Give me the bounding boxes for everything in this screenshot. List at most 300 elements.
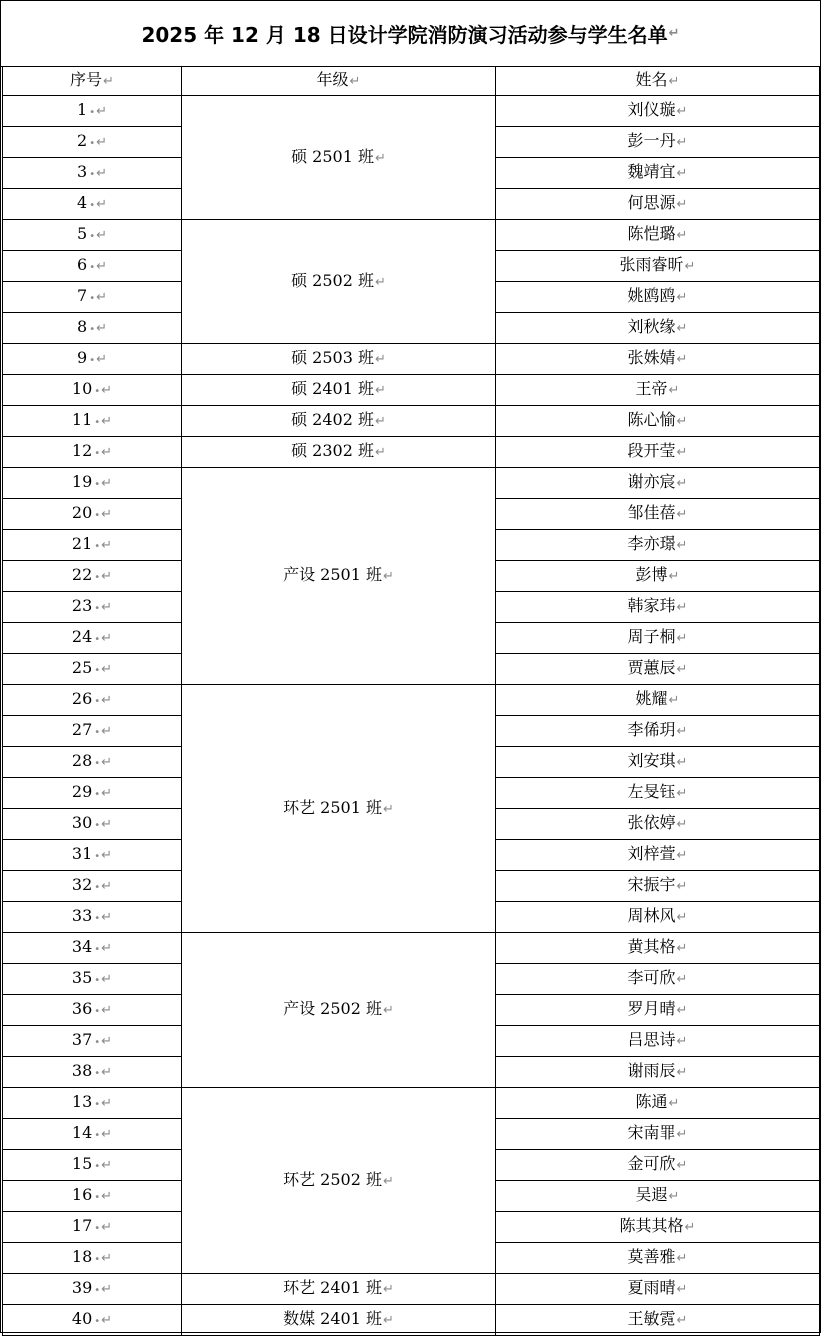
student-name: 姚耀 bbox=[635, 689, 668, 708]
seq-number: 30 bbox=[71, 812, 93, 832]
list-bullet-icon: • bbox=[89, 199, 96, 211]
paragraph-mark-icon: ↵ bbox=[676, 817, 688, 832]
grade-text: 环艺 2501 班 bbox=[283, 797, 382, 817]
paragraph-mark-icon: ↵ bbox=[383, 569, 394, 584]
student-name-cell bbox=[496, 406, 820, 437]
table-row bbox=[3, 96, 820, 127]
list-bullet-icon: • bbox=[94, 540, 101, 552]
seq-number: 38 bbox=[71, 1060, 93, 1080]
list-bullet-icon: • bbox=[94, 974, 101, 986]
table-row bbox=[3, 375, 820, 406]
paragraph-mark-icon: ↵ bbox=[676, 538, 688, 553]
grade-cell bbox=[182, 96, 496, 220]
seq-number: 15 bbox=[71, 1153, 93, 1173]
seq-cell bbox=[3, 220, 182, 251]
paragraph-mark-icon: ↵ bbox=[668, 383, 680, 398]
table-header-row bbox=[3, 67, 820, 96]
list-bullet-icon: • bbox=[94, 1160, 101, 1172]
list-bullet-icon: • bbox=[89, 230, 96, 242]
seq-cell bbox=[3, 1119, 182, 1150]
seq-cell bbox=[3, 1181, 182, 1212]
student-name: 彭博 bbox=[635, 565, 668, 584]
paragraph-mark-icon: ↵ bbox=[684, 259, 696, 274]
paragraph-mark-icon: ↵ bbox=[101, 723, 113, 739]
paragraph-mark-icon: ↵ bbox=[103, 74, 114, 89]
table-row bbox=[3, 1088, 820, 1119]
paragraph-mark-icon: ↵ bbox=[676, 166, 688, 181]
student-name-cell bbox=[496, 96, 820, 127]
table-row bbox=[3, 437, 820, 468]
student-name: 何思源 bbox=[627, 193, 676, 212]
paragraph-mark-icon: ↵ bbox=[668, 569, 680, 584]
paragraph-mark-icon: ↵ bbox=[676, 600, 688, 615]
student-name: 魏靖宜 bbox=[627, 162, 676, 181]
seq-number: 1 bbox=[77, 99, 88, 119]
seq-cell bbox=[3, 964, 182, 995]
paragraph-mark-icon: ↵ bbox=[101, 940, 113, 956]
paragraph-mark-icon: ↵ bbox=[101, 1250, 113, 1266]
table-row bbox=[3, 220, 820, 251]
paragraph-mark-icon: ↵ bbox=[96, 103, 107, 119]
grade-cell bbox=[182, 685, 496, 933]
list-bullet-icon: • bbox=[94, 509, 101, 521]
paragraph-mark-icon: ↵ bbox=[375, 445, 386, 460]
header-seq: 序号↵ bbox=[3, 67, 182, 96]
grade-text: 产设 2502 班 bbox=[283, 999, 382, 1018]
paragraph-mark-icon: ↵ bbox=[676, 910, 688, 925]
student-name: 姚鸥鸥 bbox=[627, 286, 676, 305]
paragraph-mark-icon: ↵ bbox=[676, 972, 688, 987]
document-title bbox=[1, 1, 820, 67]
list-bullet-icon: • bbox=[89, 292, 96, 304]
student-name: 周子桐 bbox=[627, 627, 676, 646]
list-bullet-icon: • bbox=[89, 261, 96, 273]
seq-number: 11 bbox=[71, 409, 93, 429]
seq-cell bbox=[3, 158, 182, 189]
list-bullet-icon: • bbox=[94, 602, 101, 614]
list-bullet-icon: • bbox=[94, 881, 101, 893]
seq-number: 10 bbox=[71, 378, 93, 398]
seq-number: 19 bbox=[71, 471, 93, 491]
paragraph-mark-icon: ↵ bbox=[101, 1157, 113, 1173]
seq-cell bbox=[3, 1026, 182, 1057]
list-bullet-icon: • bbox=[94, 1098, 101, 1110]
seq-number: 26 bbox=[71, 688, 93, 708]
student-name: 李俙玥 bbox=[627, 720, 676, 739]
student-name-cell bbox=[496, 685, 820, 716]
paragraph-mark-icon: ↵ bbox=[101, 475, 113, 491]
header-name: 姓名↵ bbox=[496, 67, 820, 96]
student-name-cell bbox=[496, 871, 820, 902]
paragraph-mark-icon: ↵ bbox=[101, 1033, 113, 1049]
paragraph-mark-icon: ↵ bbox=[101, 692, 113, 708]
grade-text: 硕 2402 班 bbox=[291, 410, 374, 429]
paragraph-mark-icon: ↵ bbox=[375, 274, 386, 290]
paragraph-mark-icon: ↵ bbox=[668, 26, 680, 41]
list-bullet-icon: • bbox=[89, 168, 96, 180]
list-bullet-icon: • bbox=[94, 757, 101, 769]
paragraph-mark-icon: ↵ bbox=[676, 290, 688, 305]
grade-cell bbox=[182, 1305, 496, 1336]
seq-number: 36 bbox=[71, 998, 93, 1018]
list-bullet-icon: • bbox=[94, 1129, 101, 1141]
seq-cell bbox=[3, 1057, 182, 1088]
seq-cell bbox=[3, 995, 182, 1026]
grade-text: 产设 2501 班 bbox=[283, 565, 382, 584]
seq-number: 22 bbox=[71, 564, 93, 584]
paragraph-mark-icon: ↵ bbox=[676, 662, 688, 677]
student-name-cell bbox=[496, 809, 820, 840]
seq-number: 12 bbox=[71, 440, 93, 460]
student-name-cell bbox=[496, 1243, 820, 1274]
student-name: 李亦璟 bbox=[627, 534, 676, 553]
seq-cell bbox=[3, 437, 182, 468]
paragraph-mark-icon: ↵ bbox=[375, 150, 386, 166]
student-name-cell bbox=[496, 530, 820, 561]
paragraph-mark-icon: ↵ bbox=[668, 1189, 680, 1204]
seq-number: 24 bbox=[71, 626, 93, 646]
seq-cell bbox=[3, 1212, 182, 1243]
student-name-cell bbox=[496, 1181, 820, 1212]
paragraph-mark-icon: ↵ bbox=[676, 321, 688, 336]
student-name-cell bbox=[496, 251, 820, 282]
list-bullet-icon: • bbox=[94, 1036, 101, 1048]
paragraph-mark-icon: ↵ bbox=[668, 1096, 680, 1111]
paragraph-mark-icon: ↵ bbox=[383, 801, 394, 817]
table-body bbox=[3, 96, 820, 1336]
paragraph-mark-icon: ↵ bbox=[101, 1002, 113, 1018]
student-name: 刘梓萱 bbox=[627, 844, 676, 863]
table-row bbox=[3, 1305, 820, 1336]
student-name-cell bbox=[496, 1026, 820, 1057]
paragraph-mark-icon: ↵ bbox=[383, 1282, 394, 1297]
paragraph-mark-icon: ↵ bbox=[96, 227, 107, 243]
header-grade: 年级↵ bbox=[182, 67, 496, 96]
paragraph-mark-icon: ↵ bbox=[676, 414, 688, 429]
list-bullet-icon: • bbox=[94, 478, 101, 490]
paragraph-mark-icon: ↵ bbox=[101, 599, 113, 615]
student-name-cell bbox=[496, 840, 820, 871]
paragraph-mark-icon: ↵ bbox=[96, 320, 107, 336]
seq-cell bbox=[3, 809, 182, 840]
student-name: 周林风 bbox=[627, 906, 676, 925]
paragraph-mark-icon: ↵ bbox=[101, 785, 113, 801]
student-name-cell bbox=[496, 499, 820, 530]
seq-number: 40 bbox=[71, 1308, 93, 1328]
student-name: 邹佳蓓 bbox=[627, 503, 676, 522]
student-name-cell bbox=[496, 220, 820, 251]
list-bullet-icon: • bbox=[94, 416, 101, 428]
list-bullet-icon: • bbox=[94, 1284, 101, 1296]
paragraph-mark-icon: ↵ bbox=[101, 816, 113, 832]
list-bullet-icon: • bbox=[94, 695, 101, 707]
student-name-cell bbox=[496, 282, 820, 313]
grade-cell bbox=[182, 468, 496, 685]
student-name: 陈恺璐 bbox=[627, 224, 676, 243]
paragraph-mark-icon: ↵ bbox=[96, 258, 107, 274]
list-bullet-icon: • bbox=[94, 664, 101, 676]
paragraph-mark-icon: ↵ bbox=[101, 1188, 113, 1204]
student-name-cell bbox=[496, 654, 820, 685]
student-name: 金可欣 bbox=[627, 1154, 676, 1173]
seq-cell bbox=[3, 1150, 182, 1181]
student-name-cell bbox=[496, 747, 820, 778]
table-row bbox=[3, 685, 820, 716]
student-name: 李可欣 bbox=[627, 968, 676, 987]
seq-number: 37 bbox=[71, 1029, 93, 1049]
grade-cell bbox=[182, 220, 496, 344]
paragraph-mark-icon: ↵ bbox=[668, 74, 680, 89]
student-name-cell bbox=[496, 468, 820, 499]
student-name: 罗月晴 bbox=[627, 999, 676, 1018]
paragraph-mark-icon: ↵ bbox=[101, 568, 113, 584]
paragraph-mark-icon: ↵ bbox=[676, 1313, 688, 1328]
seq-number: 18 bbox=[71, 1246, 93, 1266]
grade-text: 环艺 2502 班 bbox=[283, 1169, 382, 1189]
student-name-cell bbox=[496, 313, 820, 344]
paragraph-mark-icon: ↵ bbox=[383, 1173, 394, 1189]
seq-cell bbox=[3, 251, 182, 282]
list-bullet-icon: • bbox=[94, 1191, 101, 1203]
list-bullet-icon: • bbox=[94, 1253, 101, 1265]
student-name-cell bbox=[496, 1088, 820, 1119]
seq-cell bbox=[3, 871, 182, 902]
paragraph-mark-icon: ↵ bbox=[676, 724, 688, 739]
student-name: 张依婷 bbox=[627, 813, 676, 832]
paragraph-mark-icon: ↵ bbox=[676, 879, 688, 894]
student-name: 宋振宇 bbox=[627, 875, 676, 894]
paragraph-mark-icon: ↵ bbox=[101, 878, 113, 894]
seq-number: 14 bbox=[71, 1122, 93, 1142]
seq-number: 21 bbox=[71, 533, 93, 553]
grade-cell bbox=[182, 437, 496, 468]
seq-cell bbox=[3, 530, 182, 561]
student-name-cell bbox=[496, 1119, 820, 1150]
seq-cell bbox=[3, 499, 182, 530]
grade-cell bbox=[182, 933, 496, 1088]
student-name: 陈通 bbox=[635, 1092, 668, 1111]
paragraph-mark-icon: ↵ bbox=[676, 352, 688, 367]
paragraph-mark-icon: ↵ bbox=[676, 786, 688, 801]
student-name: 刘秋缘 bbox=[627, 317, 676, 336]
paragraph-mark-icon: ↵ bbox=[375, 414, 386, 429]
student-name-cell bbox=[496, 1057, 820, 1088]
seq-number: 29 bbox=[71, 781, 93, 801]
seq-cell bbox=[3, 127, 182, 158]
paragraph-mark-icon: ↵ bbox=[101, 909, 113, 925]
student-name: 张姝婧 bbox=[627, 348, 676, 367]
seq-cell bbox=[3, 592, 182, 623]
seq-cell bbox=[3, 747, 182, 778]
paragraph-mark-icon: ↵ bbox=[676, 1127, 688, 1142]
seq-cell bbox=[3, 406, 182, 437]
title-text: 2025 年 12 月 18 日设计学院消防演习活动参与学生名单 bbox=[141, 23, 668, 47]
list-bullet-icon: • bbox=[94, 633, 101, 645]
paragraph-mark-icon: ↵ bbox=[101, 382, 113, 398]
student-name: 韩家玮 bbox=[627, 596, 676, 615]
paragraph-mark-icon: ↵ bbox=[375, 383, 386, 398]
student-name-cell bbox=[496, 1274, 820, 1305]
student-name: 王敏霓 bbox=[627, 1309, 676, 1328]
student-name-cell bbox=[496, 158, 820, 189]
seq-cell bbox=[3, 1243, 182, 1274]
seq-cell bbox=[3, 623, 182, 654]
paragraph-mark-icon: ↵ bbox=[676, 1003, 688, 1018]
paragraph-mark-icon: ↵ bbox=[101, 506, 113, 522]
seq-number: 6 bbox=[77, 254, 88, 274]
seq-number: 33 bbox=[71, 905, 93, 925]
seq-cell bbox=[3, 375, 182, 406]
paragraph-mark-icon: ↵ bbox=[676, 1065, 688, 1080]
seq-number: 3 bbox=[77, 161, 88, 181]
paragraph-mark-icon: ↵ bbox=[101, 1219, 113, 1235]
seq-number: 31 bbox=[71, 843, 93, 863]
seq-number: 25 bbox=[71, 657, 93, 677]
grade-cell bbox=[182, 344, 496, 375]
student-name: 夏雨晴 bbox=[627, 1278, 676, 1297]
paragraph-mark-icon: ↵ bbox=[101, 1281, 113, 1297]
student-name: 彭一丹 bbox=[627, 131, 676, 150]
list-bullet-icon: • bbox=[94, 571, 101, 583]
paragraph-mark-icon: ↵ bbox=[101, 630, 113, 646]
seq-number: 7 bbox=[77, 285, 88, 305]
paragraph-mark-icon: ↵ bbox=[101, 1064, 113, 1080]
seq-cell bbox=[3, 902, 182, 933]
student-name-cell bbox=[496, 902, 820, 933]
student-name: 黄其格 bbox=[627, 937, 676, 956]
student-name-cell bbox=[496, 561, 820, 592]
seq-number: 32 bbox=[71, 874, 93, 894]
list-bullet-icon: • bbox=[94, 447, 101, 459]
student-name-cell bbox=[496, 437, 820, 468]
paragraph-mark-icon: ↵ bbox=[383, 1313, 394, 1328]
paragraph-mark-icon: ↵ bbox=[676, 941, 688, 956]
paragraph-mark-icon: ↵ bbox=[676, 1251, 688, 1266]
student-name: 莫善雅 bbox=[627, 1247, 676, 1266]
seq-number: 20 bbox=[71, 502, 93, 522]
paragraph-mark-icon: ↵ bbox=[101, 537, 113, 553]
paragraph-mark-icon: ↵ bbox=[676, 197, 688, 212]
paragraph-mark-icon: ↵ bbox=[375, 352, 386, 367]
student-name-cell bbox=[496, 1212, 820, 1243]
paragraph-mark-icon: ↵ bbox=[96, 134, 107, 150]
seq-number: 35 bbox=[71, 967, 93, 987]
list-bullet-icon: • bbox=[89, 323, 96, 335]
paragraph-mark-icon: ↵ bbox=[101, 971, 113, 987]
student-name: 贾蕙辰 bbox=[627, 658, 676, 677]
paragraph-mark-icon: ↵ bbox=[96, 351, 107, 367]
paragraph-mark-icon: ↵ bbox=[668, 693, 680, 708]
table-row bbox=[3, 1274, 820, 1305]
seq-number: 5 bbox=[77, 223, 88, 243]
grade-text: 硕 2503 班 bbox=[291, 348, 374, 367]
list-bullet-icon: • bbox=[94, 912, 101, 924]
paragraph-mark-icon: ↵ bbox=[383, 1003, 394, 1018]
seq-number: 34 bbox=[71, 936, 93, 956]
paragraph-mark-icon: ↵ bbox=[676, 631, 688, 646]
paragraph-mark-icon: ↵ bbox=[101, 1312, 113, 1328]
student-name: 张雨睿昕 bbox=[619, 255, 684, 274]
seq-cell bbox=[3, 561, 182, 592]
list-bullet-icon: • bbox=[94, 1315, 101, 1327]
student-name-cell bbox=[496, 375, 820, 406]
list-bullet-icon: • bbox=[89, 354, 96, 366]
student-name-cell bbox=[496, 189, 820, 220]
seq-number: 39 bbox=[71, 1277, 93, 1297]
seq-number: 27 bbox=[71, 719, 93, 739]
seq-cell bbox=[3, 1305, 182, 1336]
student-name-cell bbox=[496, 1150, 820, 1181]
list-bullet-icon: • bbox=[94, 943, 101, 955]
student-name-cell bbox=[496, 127, 820, 158]
list-bullet-icon: • bbox=[94, 819, 101, 831]
grade-text: 硕 2501 班 bbox=[291, 146, 374, 166]
paragraph-mark-icon: ↵ bbox=[684, 1220, 696, 1235]
student-name: 刘安琪 bbox=[627, 751, 676, 770]
paragraph-mark-icon: ↵ bbox=[676, 507, 688, 522]
table-row bbox=[3, 933, 820, 964]
student-roster-table bbox=[2, 66, 820, 1336]
list-bullet-icon: • bbox=[94, 726, 101, 738]
student-name-cell bbox=[496, 964, 820, 995]
student-name: 谢亦宸 bbox=[627, 472, 676, 491]
seq-cell bbox=[3, 282, 182, 313]
grade-text: 硕 2401 班 bbox=[291, 379, 374, 398]
seq-number: 17 bbox=[71, 1215, 93, 1235]
seq-cell bbox=[3, 313, 182, 344]
student-name: 吴遐 bbox=[635, 1185, 668, 1204]
student-name-cell bbox=[496, 933, 820, 964]
paragraph-mark-icon: ↵ bbox=[349, 74, 361, 89]
seq-number: 9 bbox=[77, 347, 88, 367]
seq-number: 8 bbox=[77, 316, 88, 336]
paragraph-mark-icon: ↵ bbox=[96, 196, 107, 212]
paragraph-mark-icon: ↵ bbox=[101, 1126, 113, 1142]
list-bullet-icon: • bbox=[94, 1067, 101, 1079]
list-bullet-icon: • bbox=[89, 106, 96, 118]
student-name: 吕思诗 bbox=[627, 1030, 676, 1049]
table-row bbox=[3, 468, 820, 499]
seq-cell bbox=[3, 1274, 182, 1305]
student-name: 刘仪璇 bbox=[627, 100, 676, 119]
paragraph-mark-icon: ↵ bbox=[676, 228, 688, 243]
grade-text: 环艺 2401 班 bbox=[283, 1278, 382, 1297]
student-name: 陈其其格 bbox=[619, 1216, 684, 1235]
paragraph-mark-icon: ↵ bbox=[676, 104, 688, 119]
paragraph-mark-icon: ↵ bbox=[101, 754, 113, 770]
paragraph-mark-icon: ↵ bbox=[676, 135, 688, 150]
student-name-cell bbox=[496, 716, 820, 747]
list-bullet-icon: • bbox=[94, 788, 101, 800]
seq-cell bbox=[3, 778, 182, 809]
list-bullet-icon: • bbox=[94, 1222, 101, 1234]
student-name-cell bbox=[496, 995, 820, 1026]
seq-cell bbox=[3, 654, 182, 685]
paragraph-mark-icon: ↵ bbox=[676, 476, 688, 491]
list-bullet-icon: • bbox=[89, 137, 96, 149]
grade-cell bbox=[182, 1088, 496, 1274]
list-bullet-icon: • bbox=[94, 385, 101, 397]
paragraph-mark-icon: ↵ bbox=[101, 1095, 113, 1111]
grade-cell bbox=[182, 1274, 496, 1305]
paragraph-mark-icon: ↵ bbox=[96, 165, 107, 181]
seq-cell bbox=[3, 840, 182, 871]
grade-text: 硕 2302 班 bbox=[291, 441, 374, 460]
paragraph-mark-icon: ↵ bbox=[96, 289, 107, 305]
seq-cell bbox=[3, 933, 182, 964]
paragraph-mark-icon: ↵ bbox=[101, 413, 113, 429]
seq-cell bbox=[3, 685, 182, 716]
